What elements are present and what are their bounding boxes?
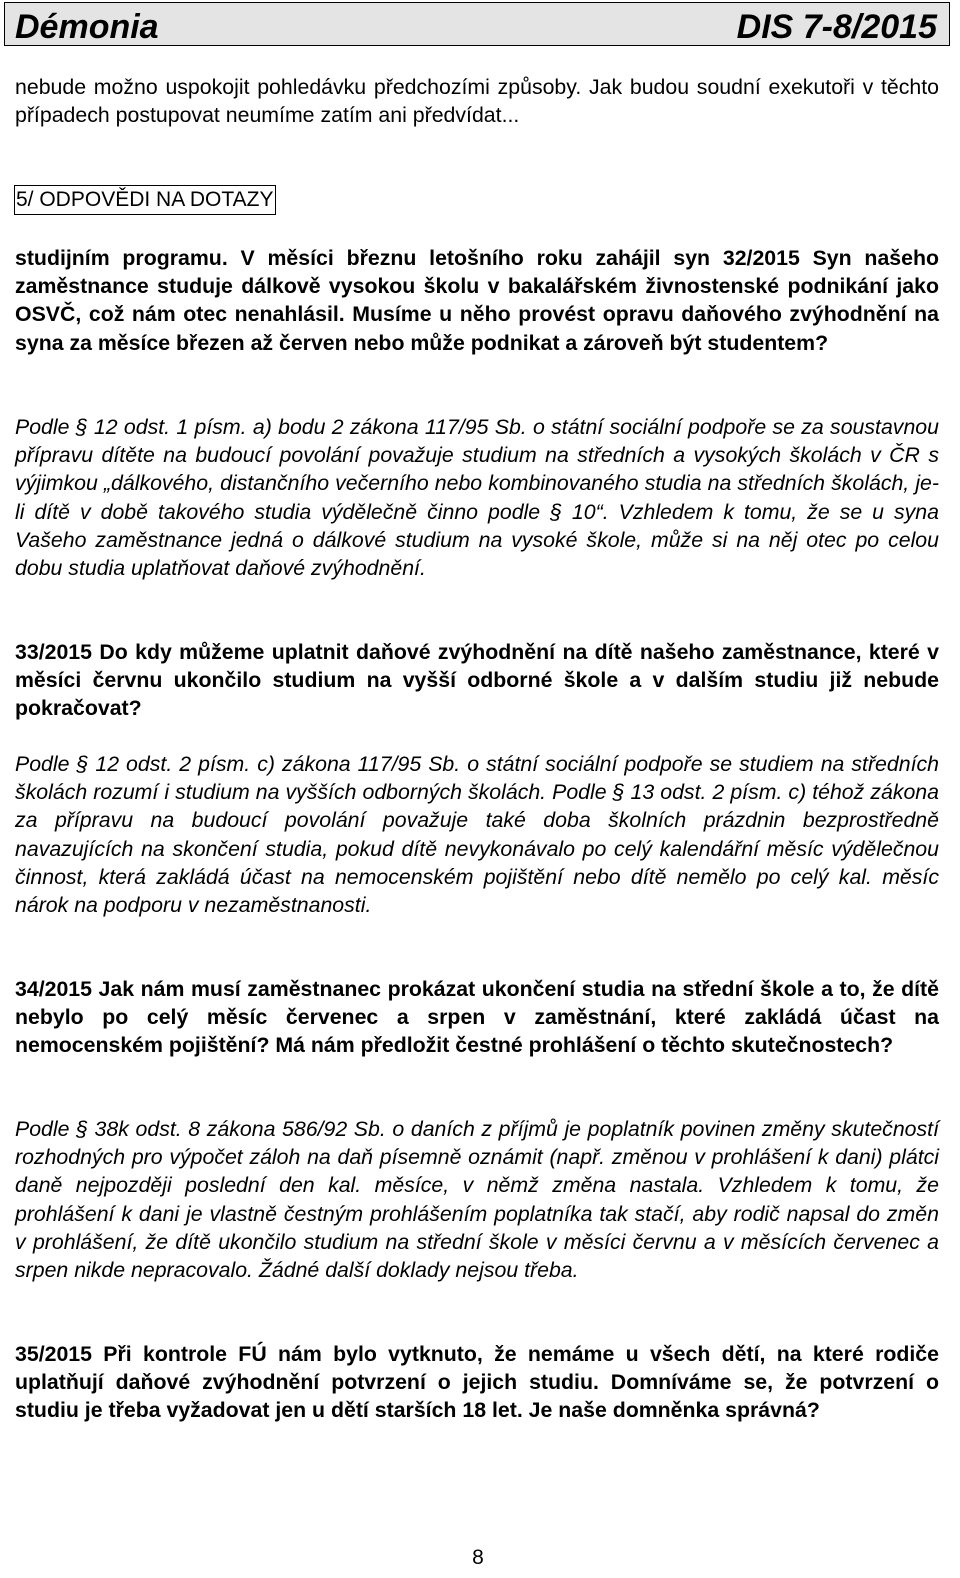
question-33: 33/2015 Do kdy můžeme uplatnit daňové zvýhodnění na dítě našeho zaměstnance, které v měsíci červnu ukončilo studium na vyšší odborné škole a v dalším studiu již nebude pokračovat? (15, 640, 939, 721)
page-number: 8 (472, 1546, 484, 1569)
answer-32: Podle § 12 odst. 1 písm. a) bodu 2 zákona 117/95 Sb. o státní sociální podpoře se za soustavnou přípravu dítěte na budoucí povolání považuje studium na středních a vysokých školách v ČR s výjimkou „dálkového, distančního večerního nebo kombinovaného studia na středních školách, je-li dítě v době takového studia výdělečně činno podle § 10“. Vzhledem k tomu, že se u syna Vašeho zaměstnance jedná o dálkové studium na vysoké škole, může si na něj otec po celou dobu studia uplatňovat daňové zvýhodnění. (15, 415, 939, 581)
question-32: studijním programu. V měsíci březnu letošního roku zahájil syn 32/2015 Syn našeho zaměstnance studuje dálkově vysokou školu v bakalářském živnostenské podnikání jako OSVČ, což nám otec nenahlásil. Musíme u něho provést opravu daňového zvýhodnění na syna za měsíce březen až červen nebo může podnikat a zároveň být studentem? (15, 246, 939, 355)
section-title: 5/ ODPOVĚDI NA DOTAZY (14, 185, 276, 215)
intro-paragraph: nebude možno uspokojit pohledávku předchozími způsoby. Jak budou soudní exekutoři v těchto případech postupovat neumíme zatím ani předvídat... (15, 75, 939, 128)
answer-34: Podle § 38k odst. 8 zákona 586/92 Sb. o daních z příjmů je poplatník povinen změny skutečností rozhodných pro výpočet záloh na daň písemně oznámit (např. změnou v prohlášení k dani) plátci daně nejpozději poslední den kal. měsíce, v němž změna nastala. Vzhledem k tomu, že prohlášení k dani je vlastně čestným prohlášením poplatníka tak stačí, aby rodič napsal do změn v prohlášení, že dítě ukončilo studium na střední škole v měsíci červnu a v měsících červenec a srpen nikde nepracovalo. Žádné další doklady nejsou třeba. (15, 1117, 939, 1283)
page-header (4, 2, 950, 46)
issue-number: DIS 7-8/2015 (736, 8, 937, 46)
publisher-title: Démonia (15, 8, 159, 46)
answer-33: Podle § 12 odst. 2 písm. c) zákona 117/95 Sb. o státní sociální podpoře se studiem na středních školách rozumí i studium na vyšších odborných školách. Podle § 13 odst. 2 písm. c) téhož zákona za přípravu na budoucí povolání považuje také doba školních prázdnin bezprostředně navazujících na skončení studia, pokud dítě nevykonávalo po celý kalendářní měsíc výdělečnou činnost, která zakládá účast na nemocenském pojištění nebo dítě nemělo po celý kal. měsíc nárok na podporu v nezaměstnanosti. (15, 752, 939, 918)
question-34: 34/2015 Jak nám musí zaměstnanec prokázat ukončení studia na střední škole a to, že dítě nebylo po celý měsíc červenec a srpen v zaměstnání, které zakládá účast na nemocenském pojištění? Má nám předložit čestné prohlášení o těchto skutečnostech? (15, 977, 939, 1058)
question-35: 35/2015 Při kontrole FÚ nám bylo vytknuto, že nemáme u všech dětí, na které rodiče uplatňují daňové zvýhodnění potvrzení o jejich studiu. Domníváme se, že potvrzení o studiu je třeba vyžadovat jen u dětí starších 18 let. Je naše domněnka správná? (15, 1342, 939, 1423)
